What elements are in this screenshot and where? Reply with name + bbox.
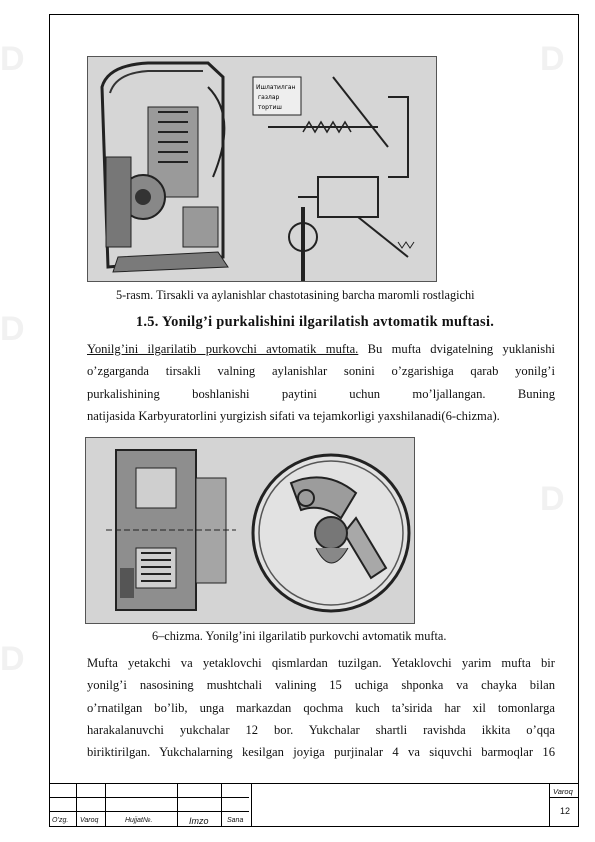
figure-advance-coupling-drawing [85, 437, 415, 624]
paragraph-line: o’zgarganda tirsakli valning aylanishlar sonini o’zgarishiga qarab yonilg’i [87, 364, 555, 379]
paragraph-intro [87, 338, 555, 427]
paragraph-line: biriktirilgan. Yukchalarning kesilgan joyiga purjinalar 4 va siquvchi barmoqlar 16 [87, 745, 555, 760]
paragraph-line [87, 338, 555, 360]
line-text: Bu mufta dvigatelning yuklanishi [358, 342, 555, 356]
paragraph-line: o’rnatilgan bo’lib, unga markazdan qochma kuch ta’sirida har xil tomonlarga [87, 700, 555, 715]
paragraph-line: Mufta yetakchi va yetaklovchi qismlardan tuzilgan. Yetaklovchi yarim mufta bir [87, 656, 555, 670]
paragraph-line: purkalishining boshlanishi paytini uchun mo’ljallangan. Buning [87, 386, 555, 401]
column-label-signature: Imzo [189, 816, 209, 826]
image-label-1: Ишлатилган [256, 84, 296, 91]
paragraph-line: natijasida Karbyuratorlini yurgizish sifati va tejamkorligi yaxshilanadi(6-chizma). [87, 408, 500, 423]
column-label-changes: O’zg. [52, 817, 69, 824]
watermark: D [540, 40, 566, 78]
paragraph-description [87, 652, 555, 763]
section-heading: 1.5. Yonilg’i purkalishini ilgarilatish avtomatik muftasi. [135, 314, 495, 330]
image-label-3: тортиш [258, 104, 282, 111]
image-label-2: газлар [258, 94, 280, 101]
column-label-date: Sana [227, 817, 244, 824]
figure2-caption: 6–chizma. Yonilg’ini ilgarilatib purkovchi avtomatik mufta. [152, 629, 447, 643]
figure1-caption: 5-rasm. Tirsakli va aylanishlar chastotasining barcha maromli rostlagichi [116, 288, 475, 302]
watermark: D [0, 640, 26, 678]
column-label-document: Hujjat№. [125, 817, 153, 824]
figure-regulator-drawing [87, 56, 437, 282]
lead-term: Yonilg’ini ilgarilatib purkovchi avtomatik mufta. [87, 342, 359, 356]
paragraph-line: yonilg’i nasosining mushtchali valining 15 uchiga shponka va chayka bilan [87, 678, 555, 693]
watermark: D [0, 40, 26, 78]
sheet-number: 12 [560, 806, 571, 816]
column-label-sheet: Varoq [80, 817, 99, 824]
watermark: D [0, 310, 26, 348]
paragraph-line: harakalanuvchi yukchalar 12 bor. Yukchalar shartli ravishda ikkita o’qqa [87, 722, 555, 737]
watermark: D [540, 480, 566, 518]
sheet-label: Varoq [553, 787, 573, 796]
title-block [49, 783, 579, 827]
